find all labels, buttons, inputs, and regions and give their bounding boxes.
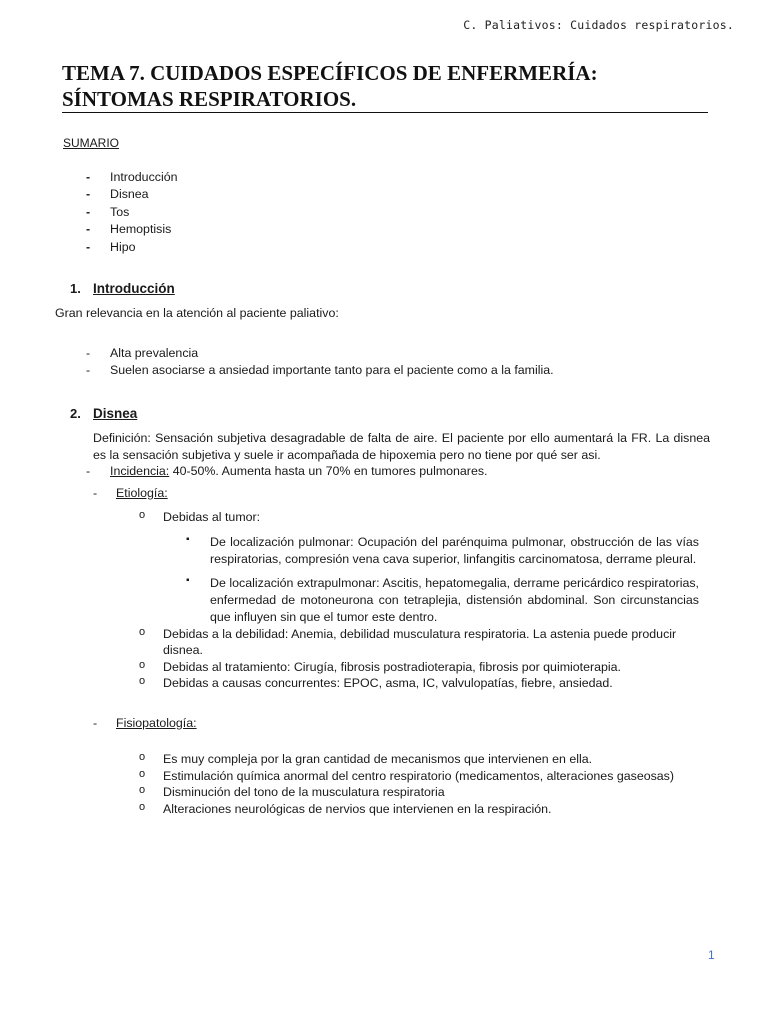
circle-bullet: o — [139, 767, 146, 780]
square-bullet: ▪ — [186, 533, 190, 545]
title-line-1: TEMA 7. CUIDADOS ESPECÍFICOS DE ENFERMERÍA: — [62, 61, 598, 85]
circle-bullet: o — [139, 784, 146, 796]
fisiopatologia-heading — [93, 716, 197, 730]
circle-bullet: o — [139, 658, 146, 671]
dash-bullet: - — [86, 239, 91, 254]
circle-bullet: o — [139, 675, 146, 687]
incidencia-text: 40-50%. Aumenta hasta un 70% en tumores pulmonares. — [169, 464, 488, 478]
section-title: Introducción — [93, 281, 175, 296]
dash-bullet: - — [93, 486, 98, 500]
circle-bullet: o — [139, 625, 146, 638]
section-2-heading — [70, 406, 138, 421]
section-1-heading — [70, 281, 175, 296]
page-title — [62, 60, 708, 113]
page-number: 1 — [708, 948, 715, 962]
section-1-intro-text: Gran relevancia en la atención al paciente paliativo: — [55, 306, 339, 320]
incidencia-line — [86, 464, 488, 478]
running-header: C. Paliativos: Cuidados respiratorios. — [463, 18, 734, 32]
fisiopatologia-label: Fisiopatología: — [116, 716, 197, 730]
tumor-sublist — [186, 534, 699, 626]
list-item: o Debidas a la debilidad: Anemia, debilidad musculatura respiratoria. La astenia puede producir disnea. — [139, 625, 677, 657]
summary-label: SUMARIO — [63, 136, 120, 150]
list-item: ▪ De localización pulmonar: Ocupación del parénquima pulmonar, obstrucción de las vías respiratorias, compresión vena cava superior, linfangitis carcinomatosa, derrame pleural. — [186, 533, 699, 566]
section-number: 1. — [70, 281, 81, 296]
list-item: o Disminución del tono de la musculatura respiratoria — [139, 784, 445, 799]
dash-bullet: - — [86, 464, 91, 478]
list-item: o Debidas a causas concurrentes: EPOC, asma, IC, valvulopatías, fiebre, ansiedad. — [139, 675, 613, 690]
list-item: ▪ De localización extrapulmonar: Ascitis, hepatomegalia, derrame pericárdico respiratorias, enfermedad de motoneurona con tetraplejia, distensión abdominal. Son circunstancias que influyen sin que el tumor este dentro. — [186, 574, 699, 624]
section-title: Disnea — [93, 406, 138, 421]
list-item: o Debidas al tratamiento: Cirugía, fibrosis postradioterapia, fibrosis por quimioterapia. — [139, 658, 621, 674]
disnea-definition: Definición: Sensación subjetiva desagradable de falta de aire. El paciente por ello aumentará la FR. La disnea es la sensación subjetiva y suele ir acompañada de hipoxemia pero no tiene por qué ser asi. — [93, 431, 710, 462]
list-item: o Debidas al tumor: — [139, 509, 261, 524]
etiologia-label: Etiología: — [116, 486, 168, 500]
dash-bullet: - — [86, 222, 91, 237]
title-line-2: SÍNTOMAS RESPIRATORIOS. — [62, 86, 708, 113]
list-item: o Alteraciones neurológicas de nervios que intervienen en la respiración. — [139, 800, 552, 816]
list-item: o Estimulación química anormal del centro respiratorio (medicamentos, alteraciones gaseosas) — [139, 767, 675, 783]
fisiopatologia-list — [139, 751, 719, 817]
etiologia-list — [139, 509, 699, 692]
dash-bullet: - — [86, 346, 91, 360]
dash-bullet: - — [93, 716, 98, 730]
etiologia-heading — [93, 486, 168, 500]
dash-bullet: - — [86, 363, 91, 378]
dash-bullet: - — [86, 204, 91, 219]
circle-bullet: o — [139, 751, 146, 763]
dash-bullet: - — [86, 187, 91, 202]
incidencia-label: Incidencia: — [110, 464, 170, 478]
circle-bullet: o — [139, 509, 146, 521]
section-number: 2. — [70, 406, 81, 421]
circle-bullet: o — [139, 800, 146, 813]
square-bullet: ▪ — [186, 574, 190, 586]
list-item: o Es muy compleja por la gran cantidad de mecanismos que intervienen en ella. — [139, 751, 593, 766]
dash-bullet: - — [86, 170, 91, 184]
